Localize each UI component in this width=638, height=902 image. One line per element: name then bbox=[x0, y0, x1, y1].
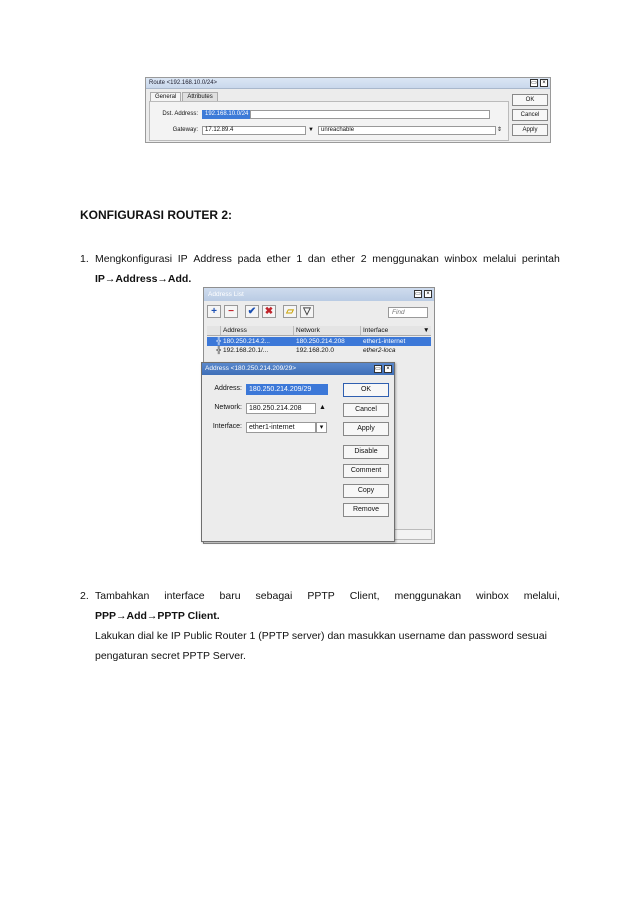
disable-x-icon[interactable]: ✖ bbox=[262, 305, 276, 318]
word: Mengkonfigurasi bbox=[95, 253, 173, 265]
ok-button[interactable]: OK bbox=[512, 94, 548, 106]
word: Client, bbox=[349, 590, 380, 602]
word: 1 bbox=[296, 253, 303, 265]
step-2 bbox=[80, 586, 565, 666]
cancel-button[interactable]: Cancel bbox=[512, 109, 548, 121]
copy-button[interactable]: Copy bbox=[343, 484, 389, 498]
column-address[interactable]: Address bbox=[221, 326, 294, 335]
filter-icon[interactable]: ▽ bbox=[300, 305, 314, 318]
table-row[interactable] bbox=[207, 337, 431, 346]
word: perintah bbox=[521, 253, 560, 265]
network-label: Network: bbox=[214, 404, 242, 411]
step-1-line-1 bbox=[95, 249, 560, 269]
address-dialog bbox=[201, 362, 395, 542]
restore-icon[interactable]: ▭ bbox=[531, 80, 537, 86]
word: baru bbox=[219, 590, 241, 602]
word: 2 bbox=[360, 253, 367, 265]
gateway-input[interactable]: 17.12.89.4 bbox=[202, 126, 306, 135]
dst-address-input-rest[interactable] bbox=[250, 110, 490, 119]
cancel-button[interactable]: Cancel bbox=[343, 403, 389, 417]
dropdown-arrow-icon[interactable]: ▼ bbox=[308, 127, 314, 133]
address-list-toolbar bbox=[207, 305, 314, 318]
dropdown-arrow-icon[interactable]: ▾ bbox=[316, 422, 327, 433]
add-icon[interactable]: + bbox=[207, 305, 221, 318]
gateway-status-field: unreachable bbox=[318, 126, 496, 135]
word: winbox bbox=[444, 253, 478, 265]
apply-button[interactable]: Apply bbox=[512, 124, 548, 136]
comment-note-icon[interactable]: ▱ bbox=[283, 305, 297, 318]
word: sebagai bbox=[255, 590, 293, 602]
address-table-header bbox=[207, 326, 431, 336]
word: Tambahkan bbox=[95, 590, 150, 602]
word: dan bbox=[307, 253, 326, 265]
network-icon: ╬ bbox=[216, 347, 221, 354]
route-dialog-title bbox=[146, 78, 550, 89]
address-label: Address: bbox=[214, 385, 242, 392]
spinner-arrows-icon[interactable]: ⇕ bbox=[497, 127, 503, 133]
find-input[interactable]: Find bbox=[388, 307, 428, 318]
step-2-line-4: pengaturan secret PPTP Server. bbox=[95, 650, 246, 662]
word: interface bbox=[164, 590, 205, 602]
word: melalui, bbox=[523, 590, 560, 602]
table-row[interactable] bbox=[207, 346, 431, 355]
restore-icon[interactable]: ▭ bbox=[415, 291, 421, 297]
network-icon: ╬ bbox=[216, 338, 221, 345]
enable-check-icon[interactable]: ✔ bbox=[245, 305, 259, 318]
step-1-command: IP→Address→Add. bbox=[95, 273, 192, 285]
word: ether bbox=[331, 253, 356, 265]
ok-button[interactable]: OK bbox=[343, 383, 389, 397]
word: ether bbox=[266, 253, 291, 265]
address-list-title-text: Address List bbox=[208, 291, 244, 298]
gateway-label: Gateway: bbox=[172, 127, 198, 133]
word: menggunakan bbox=[394, 590, 462, 602]
interface-select[interactable]: ether1-internet bbox=[246, 422, 316, 433]
step-1-number: 1. bbox=[80, 253, 89, 265]
apply-button[interactable]: Apply bbox=[343, 422, 389, 436]
step-2-command: PPP→Add→PPTP Client. bbox=[95, 610, 220, 622]
address-dialog-title bbox=[202, 363, 394, 375]
remove-button[interactable]: Remove bbox=[343, 503, 389, 517]
step-2-line-1 bbox=[95, 586, 560, 606]
word: melalui bbox=[482, 253, 517, 265]
route-dialog-screenshot bbox=[145, 77, 551, 143]
comment-button[interactable]: Comment bbox=[343, 464, 389, 478]
close-icon[interactable]: × bbox=[384, 365, 392, 373]
cell-address: 180.250.214.2... bbox=[223, 338, 270, 345]
route-form bbox=[149, 101, 509, 141]
column-interface[interactable]: Interface bbox=[363, 327, 389, 334]
network-input[interactable]: 180.250.214.208 bbox=[246, 403, 316, 414]
disable-button[interactable]: Disable bbox=[343, 445, 389, 459]
dst-address-label: Dst. Address: bbox=[162, 111, 198, 117]
word: PPTP bbox=[307, 590, 335, 602]
expand-up-icon[interactable]: ▲ bbox=[319, 404, 326, 411]
cell-network: 180.250.214.208 bbox=[296, 338, 345, 345]
tab-attributes[interactable]: Attributes bbox=[182, 92, 217, 101]
word: pada bbox=[237, 253, 261, 265]
interface-label: Interface: bbox=[212, 423, 242, 430]
word: menggunakan bbox=[372, 253, 439, 265]
cell-address: 192.168.20.1/... bbox=[223, 347, 269, 354]
address-input[interactable]: 180.250.214.209/29 bbox=[246, 384, 328, 395]
columns-menu-icon[interactable]: ▼ bbox=[423, 327, 430, 334]
step-1 bbox=[80, 249, 565, 289]
header-spacer bbox=[207, 326, 221, 335]
cell-network: 192.168.20.0 bbox=[296, 347, 334, 354]
step-2-number: 2. bbox=[80, 590, 89, 602]
tab-general[interactable]: General bbox=[150, 92, 181, 101]
remove-icon[interactable]: − bbox=[224, 305, 238, 318]
word: winbox bbox=[476, 590, 509, 602]
address-list-title bbox=[204, 288, 434, 301]
step-2-line-3: Lakukan dial ke IP Public Router 1 (PPTP server) dan masukkan username dan password sesuai bbox=[95, 630, 547, 642]
close-icon[interactable]: × bbox=[424, 290, 432, 298]
dst-address-input[interactable]: 192.168.10.0/24 bbox=[202, 110, 250, 119]
column-network[interactable]: Network bbox=[294, 326, 361, 335]
cell-interface: ether1-internet bbox=[363, 338, 406, 345]
cell-interface: ether2-loca bbox=[363, 347, 396, 354]
close-icon[interactable]: × bbox=[540, 79, 548, 87]
word: IP bbox=[177, 253, 188, 265]
address-dialog-title-text: Address <180.250.214.209/29> bbox=[205, 365, 297, 372]
route-dialog-title-text: Route <192.168.10.0/24> bbox=[149, 80, 218, 86]
word: Address bbox=[193, 253, 232, 265]
section-heading: KONFIGURASI ROUTER 2: bbox=[80, 208, 233, 222]
restore-icon[interactable]: ▭ bbox=[375, 366, 381, 372]
